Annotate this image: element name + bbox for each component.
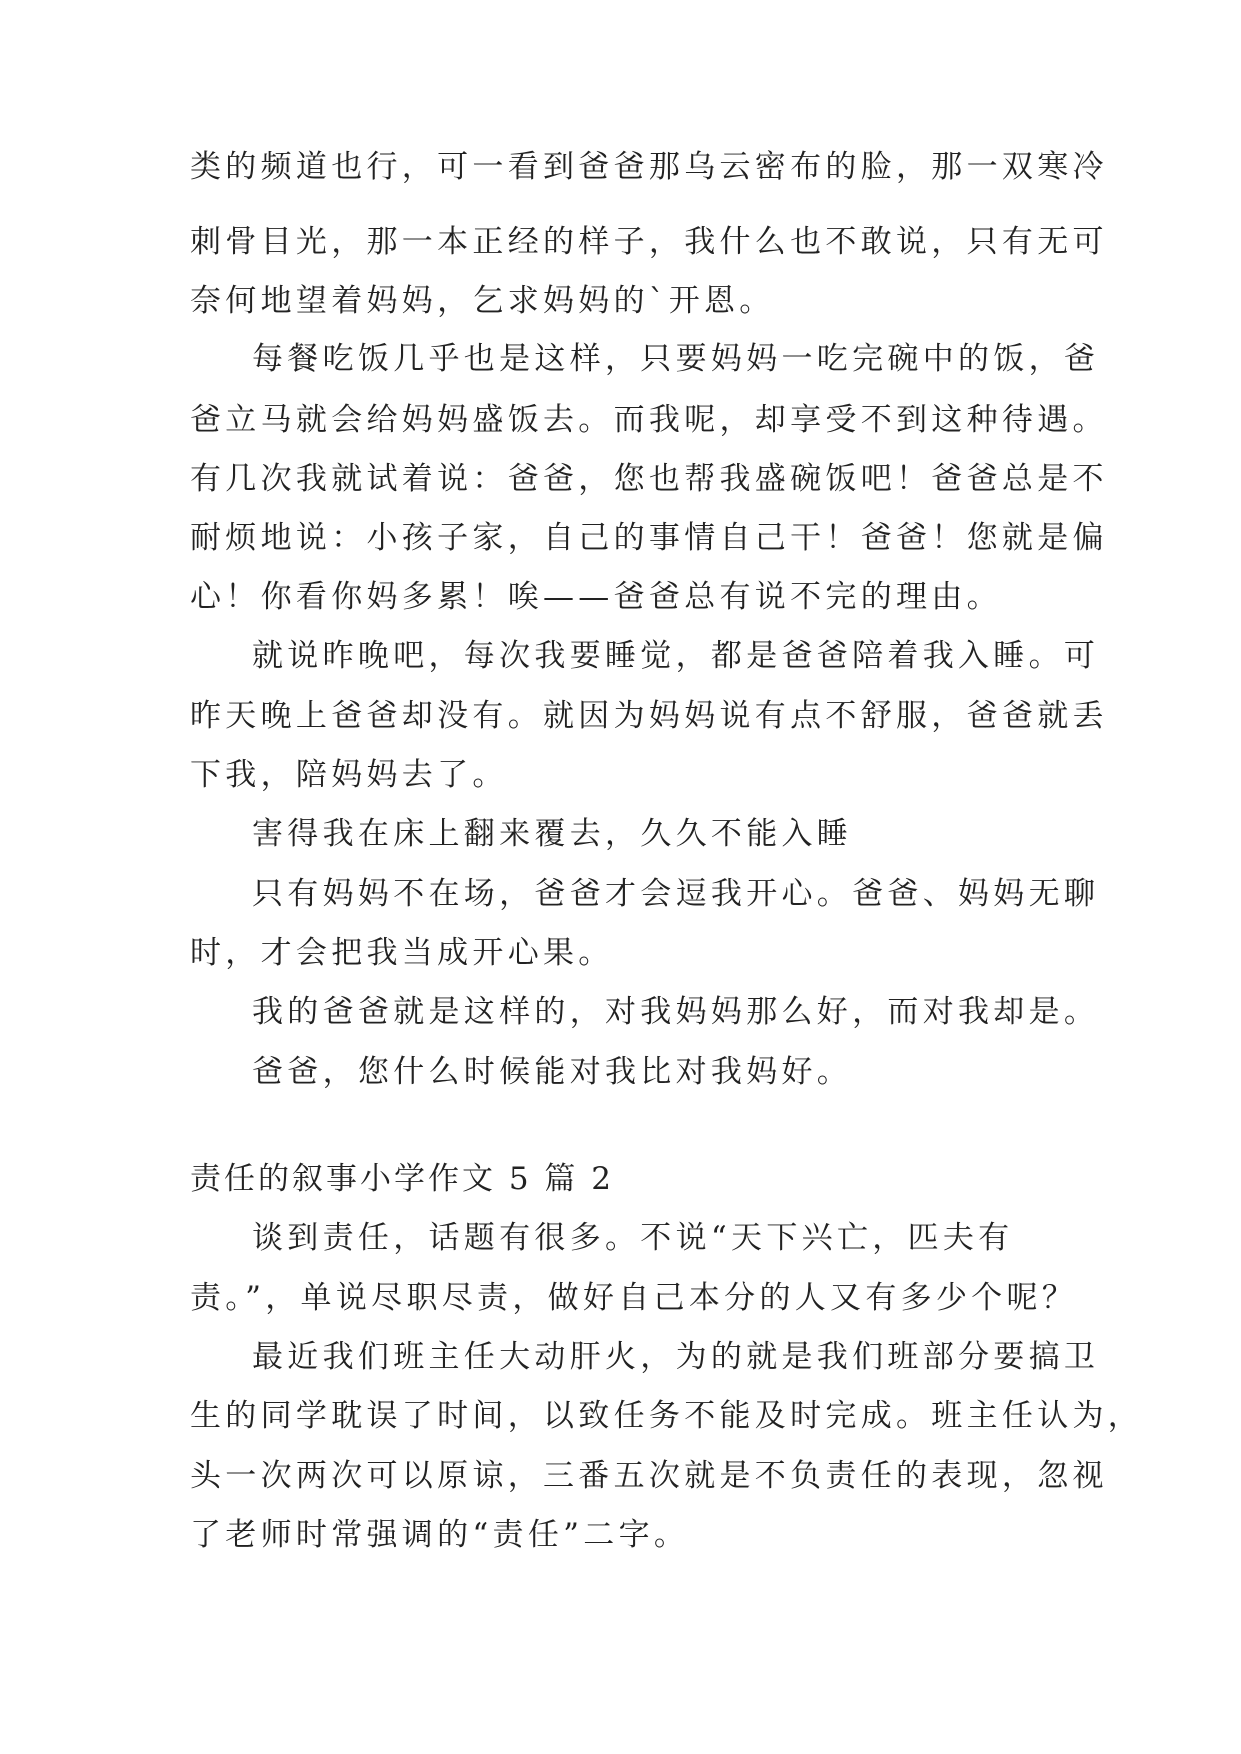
text-line: 刺骨目光，那一本正经的样子，我什么也不敢说，只有无可 <box>190 224 1108 260</box>
text-line: 爸立马就会给妈妈盛饭去。而我呢，却享受不到这种待遇。 <box>190 402 1108 438</box>
text-line: 头一次两次可以原谅，三番五次就是不负责任的表现，忽视 <box>190 1458 1108 1494</box>
text-line: 只有妈妈不在场，爸爸才会逗我开心。爸爸、妈妈无聊 <box>252 876 1100 912</box>
text-line: 我的爸爸就是这样的，对我妈妈那么好，而对我却是。 <box>252 994 1100 1030</box>
text-line: 最近我们班主任大动肝火，为的就是我们班部分要搞卫 <box>252 1339 1100 1375</box>
text-line: 下我，陪妈妈去了。 <box>190 757 508 793</box>
text-line: 时，才会把我当成开心果。 <box>190 935 614 971</box>
text-line: 生的同学耽误了时间，以致任务不能及时完成。班主任认为， <box>190 1398 1144 1434</box>
text-line: 谈到责任，话题有很多。不说“天下兴亡，匹夫有 <box>252 1220 1014 1256</box>
text-line: 心！你看你妈多累！唉——爸爸总有说不完的理由。 <box>190 579 1002 615</box>
text-line: 有几次我就试着说：爸爸，您也帮我盛碗饭吧！爸爸总是不 <box>190 461 1108 497</box>
text-line: 害得我在床上翻来覆去，久久不能入睡 <box>252 816 853 852</box>
text-line: 责。”，单说尽职尽责，做好自己本分的人又有多少个呢？ <box>190 1280 1078 1316</box>
text-line: 爸爸，您什么时候能对我比对我妈好。 <box>252 1054 853 1090</box>
text-line: 就说昨晚吧，每次我要睡觉，都是爸爸陪着我入睡。可 <box>252 638 1100 674</box>
section-heading: 责任的叙事小学作文 5 篇 2 <box>190 1161 615 1197</box>
text-line: 每餐吃饭几乎也是这样，只要妈妈一吃完碗中的饭，爸 <box>252 341 1100 377</box>
text-line: 奈何地望着妈妈，乞求妈妈的`开恩。 <box>190 283 775 319</box>
text-line: 昨天晚上爸爸却没有。就因为妈妈说有点不舒服，爸爸就丢 <box>190 698 1108 734</box>
text-line: 耐烦地说：小孩子家，自己的事情自己干！爸爸！您就是偏 <box>190 520 1108 556</box>
text-line: 了老师时常强调的“责任”二字。 <box>190 1517 690 1553</box>
text-line: 类的频道也行，可一看到爸爸那乌云密布的脸，那一双寒冷 <box>190 149 1108 185</box>
